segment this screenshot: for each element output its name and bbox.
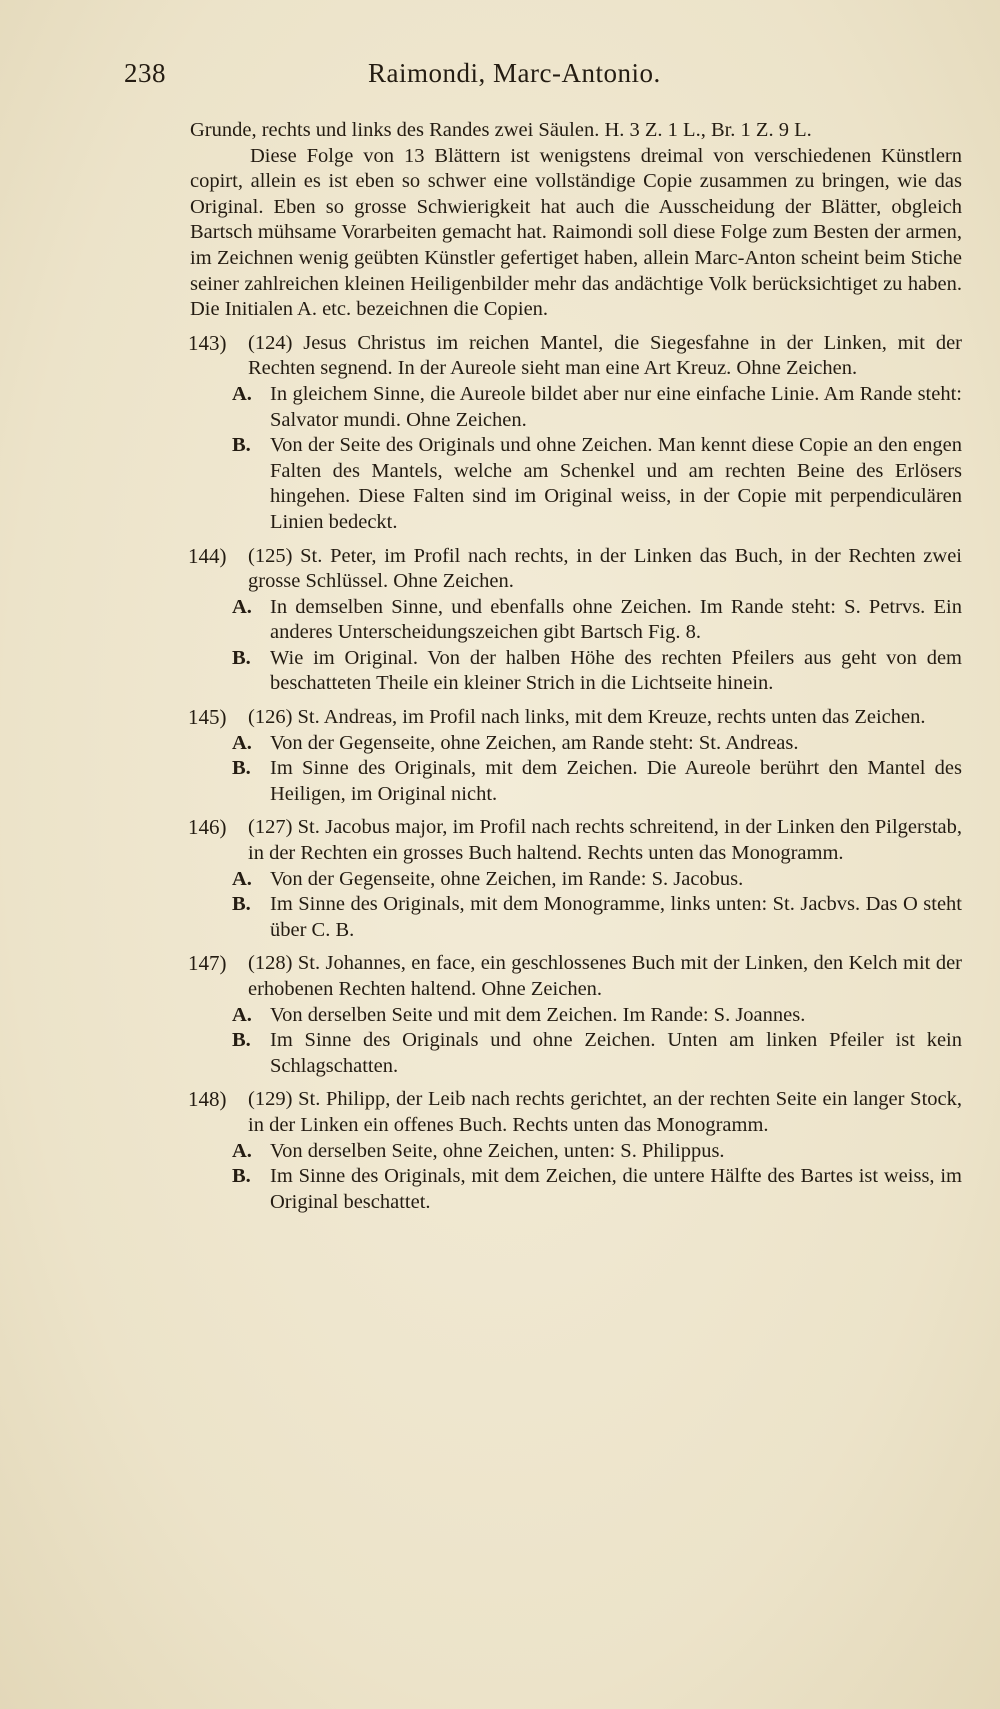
entry-description: (126) St. Andreas, im Profil nach links, mit dem Kreuze, rechts unten das Zeichen. <box>248 706 926 729</box>
copy-text: Im Sinne des Originals und ohne Zeichen. Unten am linken Pfeiler ist kein Schlagschatten. <box>270 1029 962 1077</box>
entry-number: 144) <box>188 543 227 568</box>
entry-number: 145) <box>188 705 227 730</box>
copy-label: A. <box>232 1139 252 1162</box>
copy-text: Im Sinne des Originals, mit dem Zeichen, die untere Hälfte des Bartes ist weiss, im Original beschattet. <box>270 1165 962 1213</box>
copy-label: A. <box>232 867 252 890</box>
copy-label: B. <box>232 1029 251 1052</box>
intro-continuation: Grunde, rechts und links des Randes zwei Säulen. H. 3 Z. 1 L., Br. 1 Z. 9 L. <box>190 119 812 141</box>
entry-146 <box>190 815 962 866</box>
entry-147 <box>190 951 962 1002</box>
copy-b <box>190 756 962 807</box>
copy-label: B. <box>232 893 251 916</box>
copy-text: Im Sinne des Originals, mit dem Monogramme, links unten: St. Jacbvs. Das O steht über C. B. <box>270 893 962 941</box>
copy-text: Von der Seite des Originals und ohne Zeichen. Man kennt diese Copie an den engen Falten des Mantels, welche am Schenkel und am rechten Beine des Erlösers hingehen. Diese Falten sind im Original weiss, in der Copie mit perpendiculären Linien bedeckt. <box>270 434 962 533</box>
copy-label: B. <box>232 434 251 457</box>
entry-number: 147) <box>188 951 227 976</box>
entry-description: (125) St. Peter, im Profil nach rechts, in der Linken das Buch, in der Rechten zwei grosse Schlüssel. Ohne Zeichen. <box>248 544 962 593</box>
copy-label: B. <box>232 646 251 669</box>
copy-label: A. <box>232 382 252 405</box>
entry-description: (128) St. Johannes, en face, ein geschlossenes Buch mit der Linken, den Kelch mit der erhobenen Rechten haltend. Ohne Zeichen. <box>248 952 962 1000</box>
copy-text: Von der Gegenseite, ohne Zeichen, am Rande steht: St. Andreas. <box>270 731 799 754</box>
copy-a <box>190 382 962 433</box>
entry-description: (124) Jesus Christus im reichen Mantel, die Siegesfahne in der Linken, mit der Rechten segnend. In der Aureole sieht man eine Art Kreuz. Ohne Zeichen. <box>248 331 962 380</box>
copy-b <box>190 892 962 943</box>
intro-paragraph: Diese Folge von 13 Blättern ist wenigstens dreimal von verschiedenen Künstlern copirt, allein es ist eben so schwer eine vollständige Copie zusammen zu bringen, wie das Original. Eben so grosse Schwierigkeit hat auch die Ausscheidung der Blätter, obgleich Bartsch mühsame Vorarbeiten gemacht hat. Raimondi soll diese Folge zum Besten der armen, im Zeichnen wenig geübten Künstler gefertiget haben, allein Marc-Anton scheint beim Stiche seiner zahlreichen kleinen Heiligenbilder mehr das andächtige Volk berücksichtiget zu haben. Die Initialen A. etc. bezeichnen die Copien. <box>190 144 962 321</box>
copy-a <box>190 1139 962 1165</box>
copy-b <box>190 433 962 535</box>
copy-text: Von der Gegenseite, ohne Zeichen, im Rande: S. Jacobus. <box>270 867 744 890</box>
entry-number: 148) <box>188 1087 227 1112</box>
copy-text: Wie im Original. Von der halben Höhe des rechten Pfeilers aus geht von dem beschatteten Theile ein kleiner Strich in die Lichtseite hinein. <box>270 646 962 695</box>
running-title: Raimondi, Marc-Antonio. <box>368 58 661 88</box>
copy-label: A. <box>232 731 252 754</box>
copy-text: Von derselben Seite und mit dem Zeichen. Im Rande: S. Joannes. <box>270 1003 806 1026</box>
copy-label: A. <box>232 595 252 618</box>
entry-145 <box>190 705 962 731</box>
copy-a <box>190 1003 962 1029</box>
copy-b <box>190 646 962 697</box>
copy-a <box>190 731 962 757</box>
copy-b <box>190 1028 962 1079</box>
entry-143 <box>190 331 962 382</box>
entry-number: 146) <box>188 815 227 840</box>
copy-b <box>190 1164 962 1215</box>
entry-number: 143) <box>188 330 227 355</box>
copy-text: In demselben Sinne, und ebenfalls ohne Zeichen. Im Rande steht: S. Petrvs. Ein anderes Unterscheidungszeichen gibt Bartsch Fig. 8. <box>270 595 962 644</box>
copy-label: B. <box>232 757 251 780</box>
copy-a <box>190 595 962 646</box>
entry-description: (129) St. Philipp, der Leib nach rechts gerichtet, an der rechten Seite ein langer Stock, in der Linken ein offenes Buch. Rechts unten das Monogramm. <box>248 1088 962 1136</box>
copy-text: Von derselben Seite, ohne Zeichen, unten: S. Philippus. <box>270 1139 725 1162</box>
copy-a <box>190 867 962 893</box>
page-header <box>124 58 724 102</box>
entry-144 <box>190 544 962 595</box>
copy-text: Im Sinne des Originals, mit dem Zeichen. Die Aureole berührt den Mantel des Heiligen, im Original nicht. <box>270 757 962 805</box>
copy-text: In gleichem Sinne, die Aureole bildet aber nur eine einfache Linie. Am Rande steht: Salvator mundi. Ohne Zeichen. <box>270 382 962 431</box>
copy-label: A. <box>232 1003 252 1026</box>
page-number: 238 <box>124 58 166 88</box>
main-text <box>190 118 962 1215</box>
copy-label: B. <box>232 1165 251 1188</box>
entry-148 <box>190 1087 962 1138</box>
entry-description: (127) St. Jacobus major, im Profil nach rechts schreitend, in der Linken den Pilgerstab, in der Rechten ein grosses Buch haltend. Rechts unten das Monogramm. <box>248 816 962 865</box>
